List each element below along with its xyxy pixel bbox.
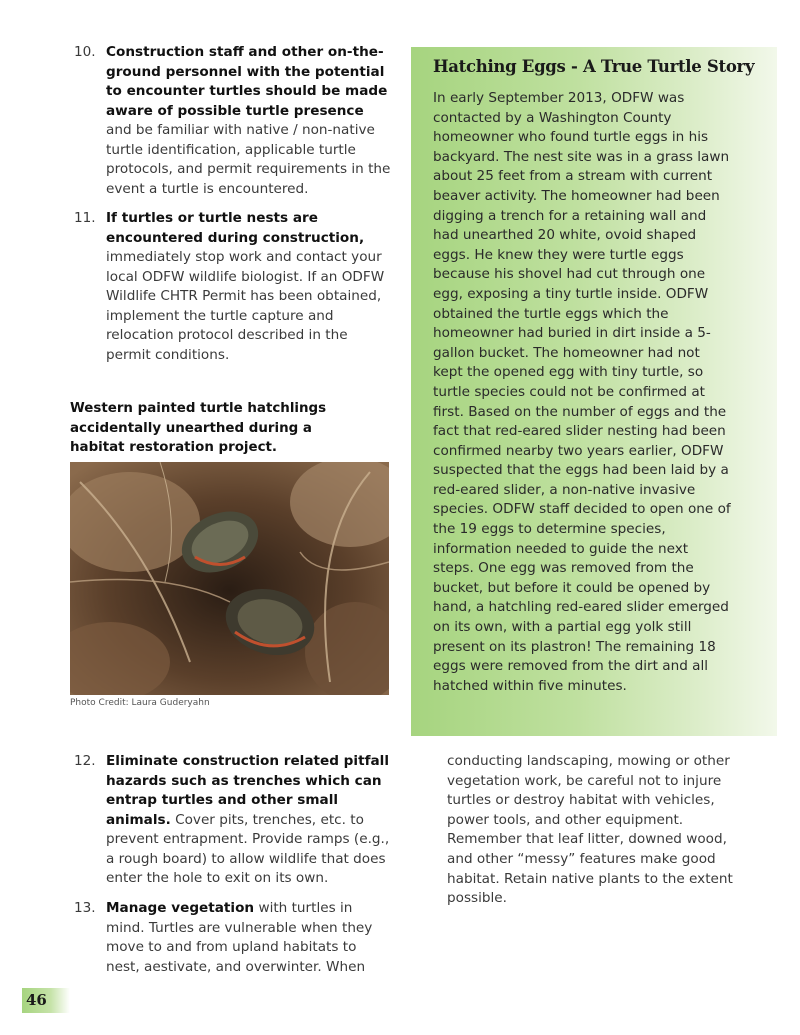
- sidebar-text: In early September 2013, ODFW was contacted by a Washington County homeowner who found turtle eggs in his backyard. The nest site was in a grass lawn about 25 feet from a stream with current beaver activity. The homeowner had been digging a trench for a retaining wall and had unearthed 20 white, ovoid shaped eggs. He knew they were turtle eggs because his shovel had cut through one egg, exposing a tiny turtle inside. ODFW obtained the turtle eggs which the homeowner had buried in dirt inside a 5-gallon bucket. The homeowner had not kept the opened egg with tiny turtle, so turtle species could not be confirmed at first. Based on the number of eggs and the fact that red-eared slider nesting had been confirmed nearby two years earlier, ODFW suspected that the eggs had been laid by a red-eared slider, a non-native invasive species. ODFW staff decided to open one of the 19 eggs to determine species, information needed to guide the next steps. One egg was removed from the bucket, but before it could be opened by hand, a hatchling red-eared slider emerged on its own, with a partial egg yolk still present on its plastron! The remaining 18 eggs were removed from the dirt and all hatched within five minutes.: [433, 90, 731, 694]
- list-item-12: [70, 752, 392, 889]
- list-item-10: [70, 43, 392, 199]
- list-item-text: immediately stop work and contact your local ODFW wildlife biologist. If an ODFW Wildlife CHTR Permit has been obtained, implement the turtle capture and relocation protocol described in the permit conditions.: [106, 249, 385, 363]
- list-item-13: [70, 899, 392, 977]
- photo-credit: Photo Credit: Laura Guderyahn: [70, 698, 210, 708]
- list-number: 11.: [74, 210, 96, 226]
- list-item-text: with turtles in mind. Turtles are vulnerable when they move to and from upland habitats to nest, aestivate, and overwinter. When: [106, 900, 373, 975]
- continuation-text: conducting landscaping, mowing or other vegetation work, be careful not to injure turtles or destroy habitat with vehicles, power tools, and other equipment. Remember that leaf litter, downed wood, and other “messy” features make good habitat. Retain native plants to the extent possible.: [447, 753, 733, 907]
- list-number: 13.: [74, 900, 96, 916]
- list-item-11: [70, 209, 392, 365]
- sidebar-story-box: [411, 47, 777, 736]
- photo-illustration: [70, 462, 389, 695]
- list-item-text: and be familiar with native / non-native turtle identification, applicable turtle protocols, and permit requirements in the event a turtle is encountered.: [106, 122, 391, 197]
- turtle-hatchlings-photo: [70, 462, 389, 695]
- sidebar-title: Hatching Eggs - A True Turtle Story: [433, 57, 755, 76]
- page-number: 46: [22, 988, 70, 1013]
- list-number: 12.: [74, 753, 96, 769]
- list-item-bold-text: Construction staff and other on-the-ground personnel with the potential to encounter turtles should be made aware of possible turtle presence: [106, 44, 388, 119]
- list-item-text: Cover pits, trenches, etc. to prevent entrapment. Provide ramps (e.g., a rough board) to allow wildlife that does enter the hole to exit on its own.: [106, 811, 390, 886]
- list-item-bold-text: Manage vegetation: [106, 900, 255, 916]
- list-item-bold-text: If turtles or turtle nests are encountered during construction,: [106, 210, 365, 246]
- photo-caption: Western painted turtle hatchlings accidentally unearthed during a habitat restoration project.: [70, 401, 327, 455]
- list-item-bold-text: Eliminate construction related pitfall hazards such as trenches which can entrap turtles and other small animals.: [106, 753, 389, 828]
- list-number: 10.: [74, 44, 96, 60]
